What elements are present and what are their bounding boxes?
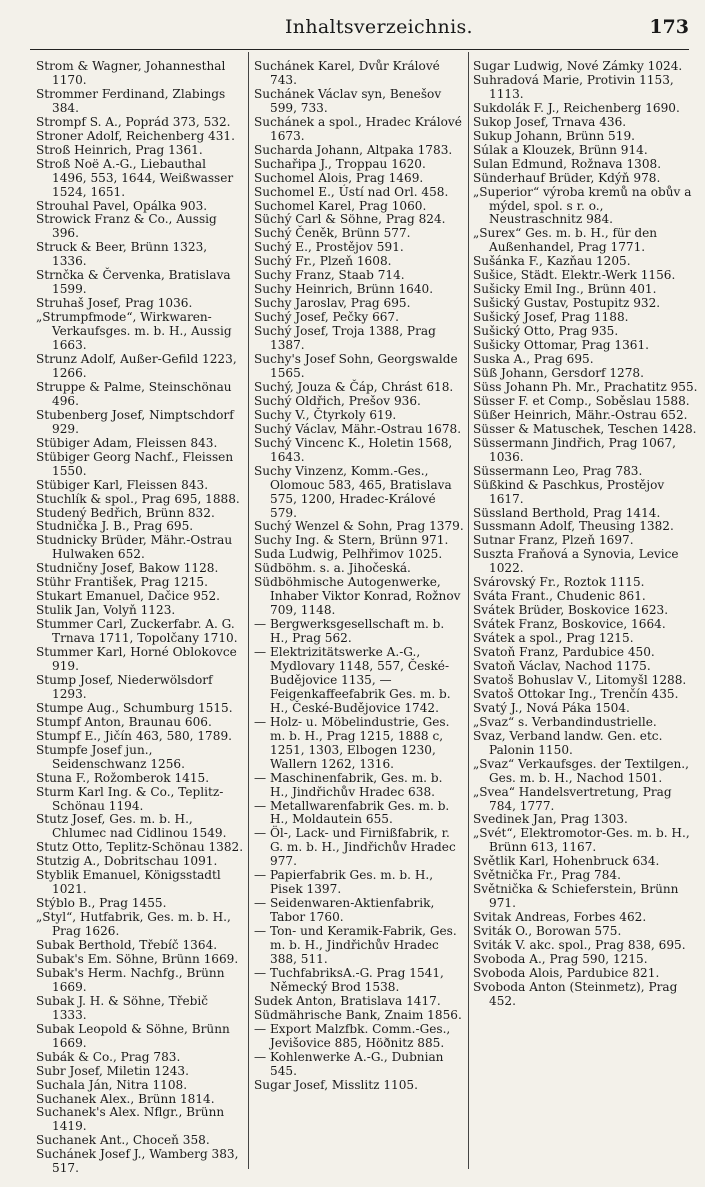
index-entry: Stummer Karl, Horné Oblokovce 919. [36, 645, 237, 673]
column-divider [248, 52, 249, 1169]
page-number: 173 [649, 16, 689, 38]
index-entry: — Ton- und Keramik-Fabrik, Ges. m. b. H., Jindřichův Hradec 388, 511. [254, 924, 457, 966]
index-entry: Strompf S. A., Poprád 373, 532. [36, 114, 231, 129]
index-entry: Svoboda Anton (Steinmetz), Prag 452. [473, 979, 678, 1008]
index-entry: Suska A., Prag 695. [473, 352, 594, 367]
index-entry: Sünderhauf Brüder, Kdýň 978. [473, 170, 661, 185]
index-entry: Stübiger Adam, Fleissen 843. [36, 435, 218, 450]
index-entry: Suchy Vinzenz, Komm.-Ges., Olomouc 583, 465, Bratislava 575, 1200, Hradec-Králové 579. [254, 463, 452, 520]
index-entry: Subak J. H. & Söhne, Třebič 1333. [36, 993, 209, 1022]
index-entry: Stuchlík & spol., Prag 695, 1888. [36, 491, 240, 506]
index-entry: Studnička J. B., Prag 695. [36, 519, 194, 534]
index-entry: Süß Johann, Gersdorf 1278. [473, 365, 644, 380]
index-entry: Stumpfe Josef jun., Seidenschwanz 1256. [36, 742, 185, 771]
index-entry: Subak Leopold & Söhne, Brünn 1669. [36, 1021, 230, 1050]
index-entry: Sviták V. akc. spol., Prag 838, 695. [473, 938, 686, 953]
index-entry: Svátek Brüder, Boskovice 1623. [473, 603, 669, 618]
index-entry: Svatoš Ottokar Ing., Trenčín 435. [473, 686, 679, 701]
index-entry: Stuna F., Rožomberok 1415. [36, 770, 210, 785]
index-entry: Süssland Berthold, Prag 1414. [473, 505, 661, 520]
index-entry: Světnička Fr., Prag 784. [473, 868, 621, 883]
index-entry: Suchomel E., Ústí nad Orl. 458. [254, 184, 449, 199]
index-entry: Světnička & Schieferstein, Brünn 971. [473, 882, 679, 911]
index-entry: Sušicky Ottomar, Prag 1361. [473, 338, 649, 353]
index-entry: Sucharda Johann, Altpaka 1783. [254, 142, 453, 157]
index-entry: — Metallwarenfabrik Ges. m. b. H., Moldautein 655. [254, 798, 450, 827]
index-entry: Sušicky Emil Ing., Brünn 401. [473, 282, 657, 297]
index-entry: „Superior“ výroba kremů na obův a mýdel, spol. s r. o., Neustraschnitz 984. [473, 184, 692, 227]
index-entry: Suchánek Karel, Dvůr Králové 743. [254, 59, 440, 87]
index-entry: Svoboda Alois, Pardubice 821. [473, 965, 660, 980]
index-entry: Süchý Carl & Söhne, Prag 824. [254, 212, 446, 227]
index-entry: Stýblo B., Prag 1455. [36, 896, 167, 911]
index-entry: Suchánek a spol., Hradec Králové 1673. [254, 114, 462, 143]
index-entry: Svoboda A., Prag 590, 1215. [473, 952, 648, 966]
index-entry: Suchý Wenzel & Sohn, Prag 1379. [254, 519, 464, 534]
index-entry: Struppe & Palme, Steinschönau 496. [36, 379, 232, 408]
index-entry: Süsser & Matuschek, Teschen 1428. [473, 421, 697, 436]
index-entry: Strouhal Pavel, Opálka 903. [36, 198, 208, 213]
index-entry: Svaz, Verband landw. Gen. etc. Palonin 1150. [473, 728, 663, 757]
index-entry: Suchý Josef, Troja 1388, Prag 1387. [254, 324, 436, 353]
index-column-3 [473, 60, 698, 1009]
index-column-1 [36, 60, 244, 1176]
index-entry: Suchy Jaroslav, Prag 695. [254, 296, 411, 311]
index-entry: Süssermann Leo, Prag 783. [473, 463, 643, 478]
index-entry: — Kohlenwerke A.-G., Dubnian 545. [254, 1049, 444, 1078]
index-entry: Suchý Čeněk, Brünn 577. [254, 226, 411, 241]
index-entry: Süsser F. et Comp., Soběslau 1588. [473, 393, 690, 408]
index-entry: — TuchfabriksA.-G. Prag 1541, Německý Brod 1538. [254, 965, 444, 994]
index-entry: — Maschinenfabrik, Ges. m. b. H., Jindřichův Hradec 638. [254, 770, 443, 799]
index-entry: „Svaz“ Verkaufsges. der Textilgen., Ges. m. b. H., Nachod 1501. [473, 756, 689, 785]
index-entry: — Export Malzfbk. Comm.-Ges., Jevišovice 885, Höðnitz 885. [254, 1021, 451, 1050]
index-entry: Svárovský Fr., Roztok 1115. [473, 575, 645, 590]
index-entry: Suchý Vincenc K., Holetin 1568, 1643. [254, 435, 453, 464]
index-entry: Subr Josef, Miletin 1243. [36, 1063, 189, 1078]
index-entry: Stübiger Georg Nachf., Fleissen 1550. [36, 449, 234, 478]
index-entry: „Styl“, Hutfabrik, Ges. m. b. H., Prag 1626. [36, 910, 231, 939]
index-entry: Suszta Fraňová a Synovia, Levice 1022. [473, 547, 679, 576]
index-entry: Stutz Otto, Teplitz-Schönau 1382. [36, 840, 244, 855]
index-entry: „Strumpfmode“, Wirkwaren-Verkaufsges. m. b. H., Aussig 1663. [36, 310, 232, 353]
index-entry: Struhaš Josef, Prag 1036. [36, 296, 193, 311]
index-entry: Stroner Adolf, Reichenberg 431. [36, 128, 235, 143]
index-entry: Sturm Karl Ing. & Co., Teplitz-Schönau 1194. [36, 784, 224, 813]
index-entry: Südmährische Bank, Znaim 1856. [254, 1007, 462, 1022]
index-entry: Suchý Oldřich, Prešov 936. [254, 393, 421, 408]
index-entry: Suchy Ing. & Stern, Brünn 971. [254, 533, 449, 548]
index-entry: — Seidenwaren-Aktienfabrik, Tabor 1760. [254, 896, 435, 925]
index-entry: Stroß Heinrich, Prag 1361. [36, 142, 203, 157]
index-entry: Stumpe Aug., Schumburg 1515. [36, 700, 233, 715]
index-entry: Studnicky Brüder, Mähr.-Ostrau Hulwaken 652. [36, 533, 233, 562]
index-entry: Sukdolák F. J., Reichenberg 1690. [473, 100, 680, 115]
index-entry: Suchanek's Alex. Nflgr., Brünn 1419. [36, 1105, 225, 1134]
index-entry: „Svea“ Handelsvertretung, Prag 784, 1777. [473, 784, 672, 813]
index-entry: Sulan Edmund, Rožnava 1308. [473, 156, 662, 171]
index-entry: Subak Berthold, Třebíč 1364. [36, 938, 218, 953]
index-entry: Strnčka & Červenka, Bratislava 1599. [36, 268, 231, 297]
index-entry: Suchánek Josef J., Wamberg 383, 517. [36, 1147, 239, 1176]
index-entry: Suchařipa J., Troppau 1620. [254, 156, 426, 171]
index-entry: Strommer Ferdinand, Zlabings 384. [36, 86, 226, 115]
index-entry: Stulik Jan, Volyň 1123. [36, 603, 176, 618]
index-entry: Sukup Johann, Brünn 519. [473, 128, 635, 143]
index-entry: Stukart Emanuel, Dačice 952. [36, 589, 221, 604]
index-entry: Südböhmische Autogenwerke, Inhaber Viktor Konrad, Rožnov 709, 1148. [254, 575, 461, 618]
column-divider [468, 52, 469, 1169]
index-entry: Strom & Wagner, Johannesthal 1170. [36, 59, 226, 87]
index-entry: Stummer Carl, Zuckerfabr. A. G. Trnava 1711, Topolčany 1710. [36, 617, 238, 646]
index-entry: — Papierfabrik Ges. m. b. H., Pisek 1397. [254, 868, 434, 897]
index-entry: Sušický Josef, Prag 1188. [473, 310, 629, 325]
index-entry: Süßkind & Paschkus, Prostějov 1617. [473, 477, 665, 506]
page-title: Inhaltsverzeichnis. [285, 16, 473, 38]
index-entry: Sugar Josef, Misslitz 1105. [254, 1077, 418, 1092]
index-entry: Strowick Franz & Co., Aussig 396. [36, 212, 217, 241]
index-entry: Subák & Co., Prag 783. [36, 1049, 181, 1064]
index-entry: Stühr František, Prag 1215. [36, 575, 208, 590]
index-entry: Suchala Ján, Nitra 1108. [36, 1077, 188, 1092]
index-entry: Stroß Noë A.-G., Liebauthal 1496, 553, 1644, Weißwasser 1524, 1651. [36, 156, 234, 199]
index-entry: Suchanek Ant., Choceň 358. [36, 1133, 210, 1148]
index-entry: — Holz- u. Möbelindustrie, Ges. m. b. H., Prag 1215, 1888 c, 1251, 1303, Elbogen 1230, Wallern 1262, 1316. [254, 714, 450, 771]
index-entry: Subak's Herm. Nachfg., Brünn 1669. [36, 965, 225, 994]
index-entry: Studený Bedřich, Brünn 832. [36, 505, 215, 520]
index-entry: Stumpf E., Jičín 463, 580, 1789. [36, 728, 232, 743]
index-entry: Suda Ludwig, Pelhřimov 1025. [254, 547, 443, 562]
index-entry: — Öl-, Lack- und Firnißfabrik, r. G. m. b. H., Jindřichův Hradec 977. [254, 826, 456, 869]
index-entry: Svatý J., Nová Páka 1504. [473, 700, 630, 715]
index-entry: Suchý E., Prostějov 591. [254, 240, 404, 255]
index-entry: Sutnar Franz, Plzeň 1697. [473, 533, 634, 548]
index-entry: Sviták O., Borowan 575. [473, 924, 622, 939]
index-entry: Sussmann Adolf, Theusing 1382. [473, 519, 674, 534]
index-entry: Sušický Otto, Prag 935. [473, 324, 619, 339]
index-entry: Sváta Frant., Chudenic 861. [473, 589, 646, 604]
index-entry: Suchý Josef, Pečky 667. [254, 310, 399, 325]
index-entry: Súlak a Klouzek, Brünn 914. [473, 142, 648, 157]
index-entry: Suchy V., Čtyrkoly 619. [254, 407, 397, 422]
index-entry: Stutzig A., Dobritschau 1091. [36, 854, 218, 869]
index-entry: Suchomel Alois, Prag 1469. [254, 170, 424, 185]
index-entry: Suchý, Jouza & Čáp, Chrást 618. [254, 379, 454, 394]
index-entry: Sušice, Städt. Elektr.-Werk 1156. [473, 268, 676, 283]
index-entry: — Bergwerksgesellschaft m. b. H., Prag 562. [254, 617, 445, 646]
index-entry: — Elektrizitätswerke A.-G., Mydlovary 1148, 557, České-Budějovice 1135, — Feigenkaffeefabrik Ges. m. b. H., České-Budějovice 1742. [254, 645, 451, 715]
index-entry: Svitak Andreas, Forbes 462. [473, 910, 647, 925]
index-entry: Sukop Josef, Trnava 436. [473, 114, 627, 129]
index-entry: Suchanek Alex., Brünn 1814. [36, 1091, 215, 1106]
index-entry: Suchý Václav, Mähr.-Ostrau 1678. [254, 421, 462, 436]
index-entry: Světlik Karl, Hohenbruck 634. [473, 854, 660, 869]
index-entry: Stumpf Anton, Braunau 606. [36, 714, 212, 729]
page-header [0, 14, 705, 44]
index-entry: Suchý Fr., Plzeň 1608. [254, 254, 392, 269]
index-entry: „Svét“, Elektromotor-Ges. m. b. H., Brünn 613, 1167. [473, 826, 690, 855]
index-entry: „Svaz“ s. Verbandindustrielle. [473, 714, 657, 729]
index-entry: Sušánka F., Kazňau 1205. [473, 254, 631, 269]
index-entry: Sudek Anton, Bratislava 1417. [254, 993, 441, 1008]
index-entry: Svedinek Jan, Prag 1303. [473, 812, 628, 827]
index-entry: Subak's Em. Söhne, Brünn 1669. [36, 952, 239, 966]
index-entry: Südböhm. s. a. Jihočeská. [254, 561, 411, 576]
index-entry: Sugar Ludwig, Nové Zámky 1024. [473, 59, 683, 73]
index-entry: Svatoň Franz, Pardubice 450. [473, 645, 655, 660]
index-entry: Svátek Franz, Boskovice, 1664. [473, 617, 666, 632]
index-entry: Struck & Beer, Brünn 1323, 1336. [36, 240, 208, 269]
index-entry: Styblik Emanuel, Königsstadtl 1021. [36, 868, 221, 897]
index-entry: Suchánek Václav syn, Benešov 599, 733. [254, 86, 442, 115]
header-rule [30, 49, 689, 50]
index-entry: Stubenberg Josef, Nimptschdorf 929. [36, 407, 234, 436]
index-entry: Stübiger Karl, Fleissen 843. [36, 477, 209, 492]
index-entry: Studničny Josef, Bakow 1128. [36, 561, 219, 576]
index-column-2 [254, 60, 464, 1093]
index-entry: Suchy Heinrich, Brünn 1640. [254, 282, 434, 297]
index-entry: Strunz Adolf, Außer-Gefild 1223, 1266. [36, 352, 237, 380]
index-entry: „Surex“ Ges. m. b. H., für den Außenhandel, Prag 1771. [473, 226, 658, 255]
index-entry: Suchy Franz, Staab 714. [254, 268, 405, 283]
index-entry: Suchomel Karel, Prag 1060. [254, 198, 427, 213]
index-entry: Sušický Gustav, Postupitz 932. [473, 296, 661, 311]
index-entry: Svatoň Václav, Nachod 1175. [473, 658, 651, 673]
index-entry: Süss Johann Ph. Mr., Prachatitz 955. [473, 379, 698, 394]
index-entry: Stump Josef, Niederwölsdorf 1293. [36, 672, 213, 701]
index-entry: Suhradová Marie, Protivin 1153, 1113. [473, 72, 674, 101]
index-entry: Suchy's Josef Sohn, Georgswalde 1565. [254, 352, 458, 380]
index-entry: Svátek a spol., Prag 1215. [473, 631, 634, 646]
index-entry: Süssermann Jindřich, Prag 1067, 1036. [473, 435, 677, 464]
index-entry: Süßer Heinrich, Mähr.-Ostrau 652. [473, 407, 688, 422]
index-entry: Stutz Josef, Ges. m. b. H., Chlumec nad Cidlinou 1549. [36, 812, 227, 841]
index-entry: Svatoš Bohuslav V., Litomyšl 1288. [473, 672, 687, 687]
